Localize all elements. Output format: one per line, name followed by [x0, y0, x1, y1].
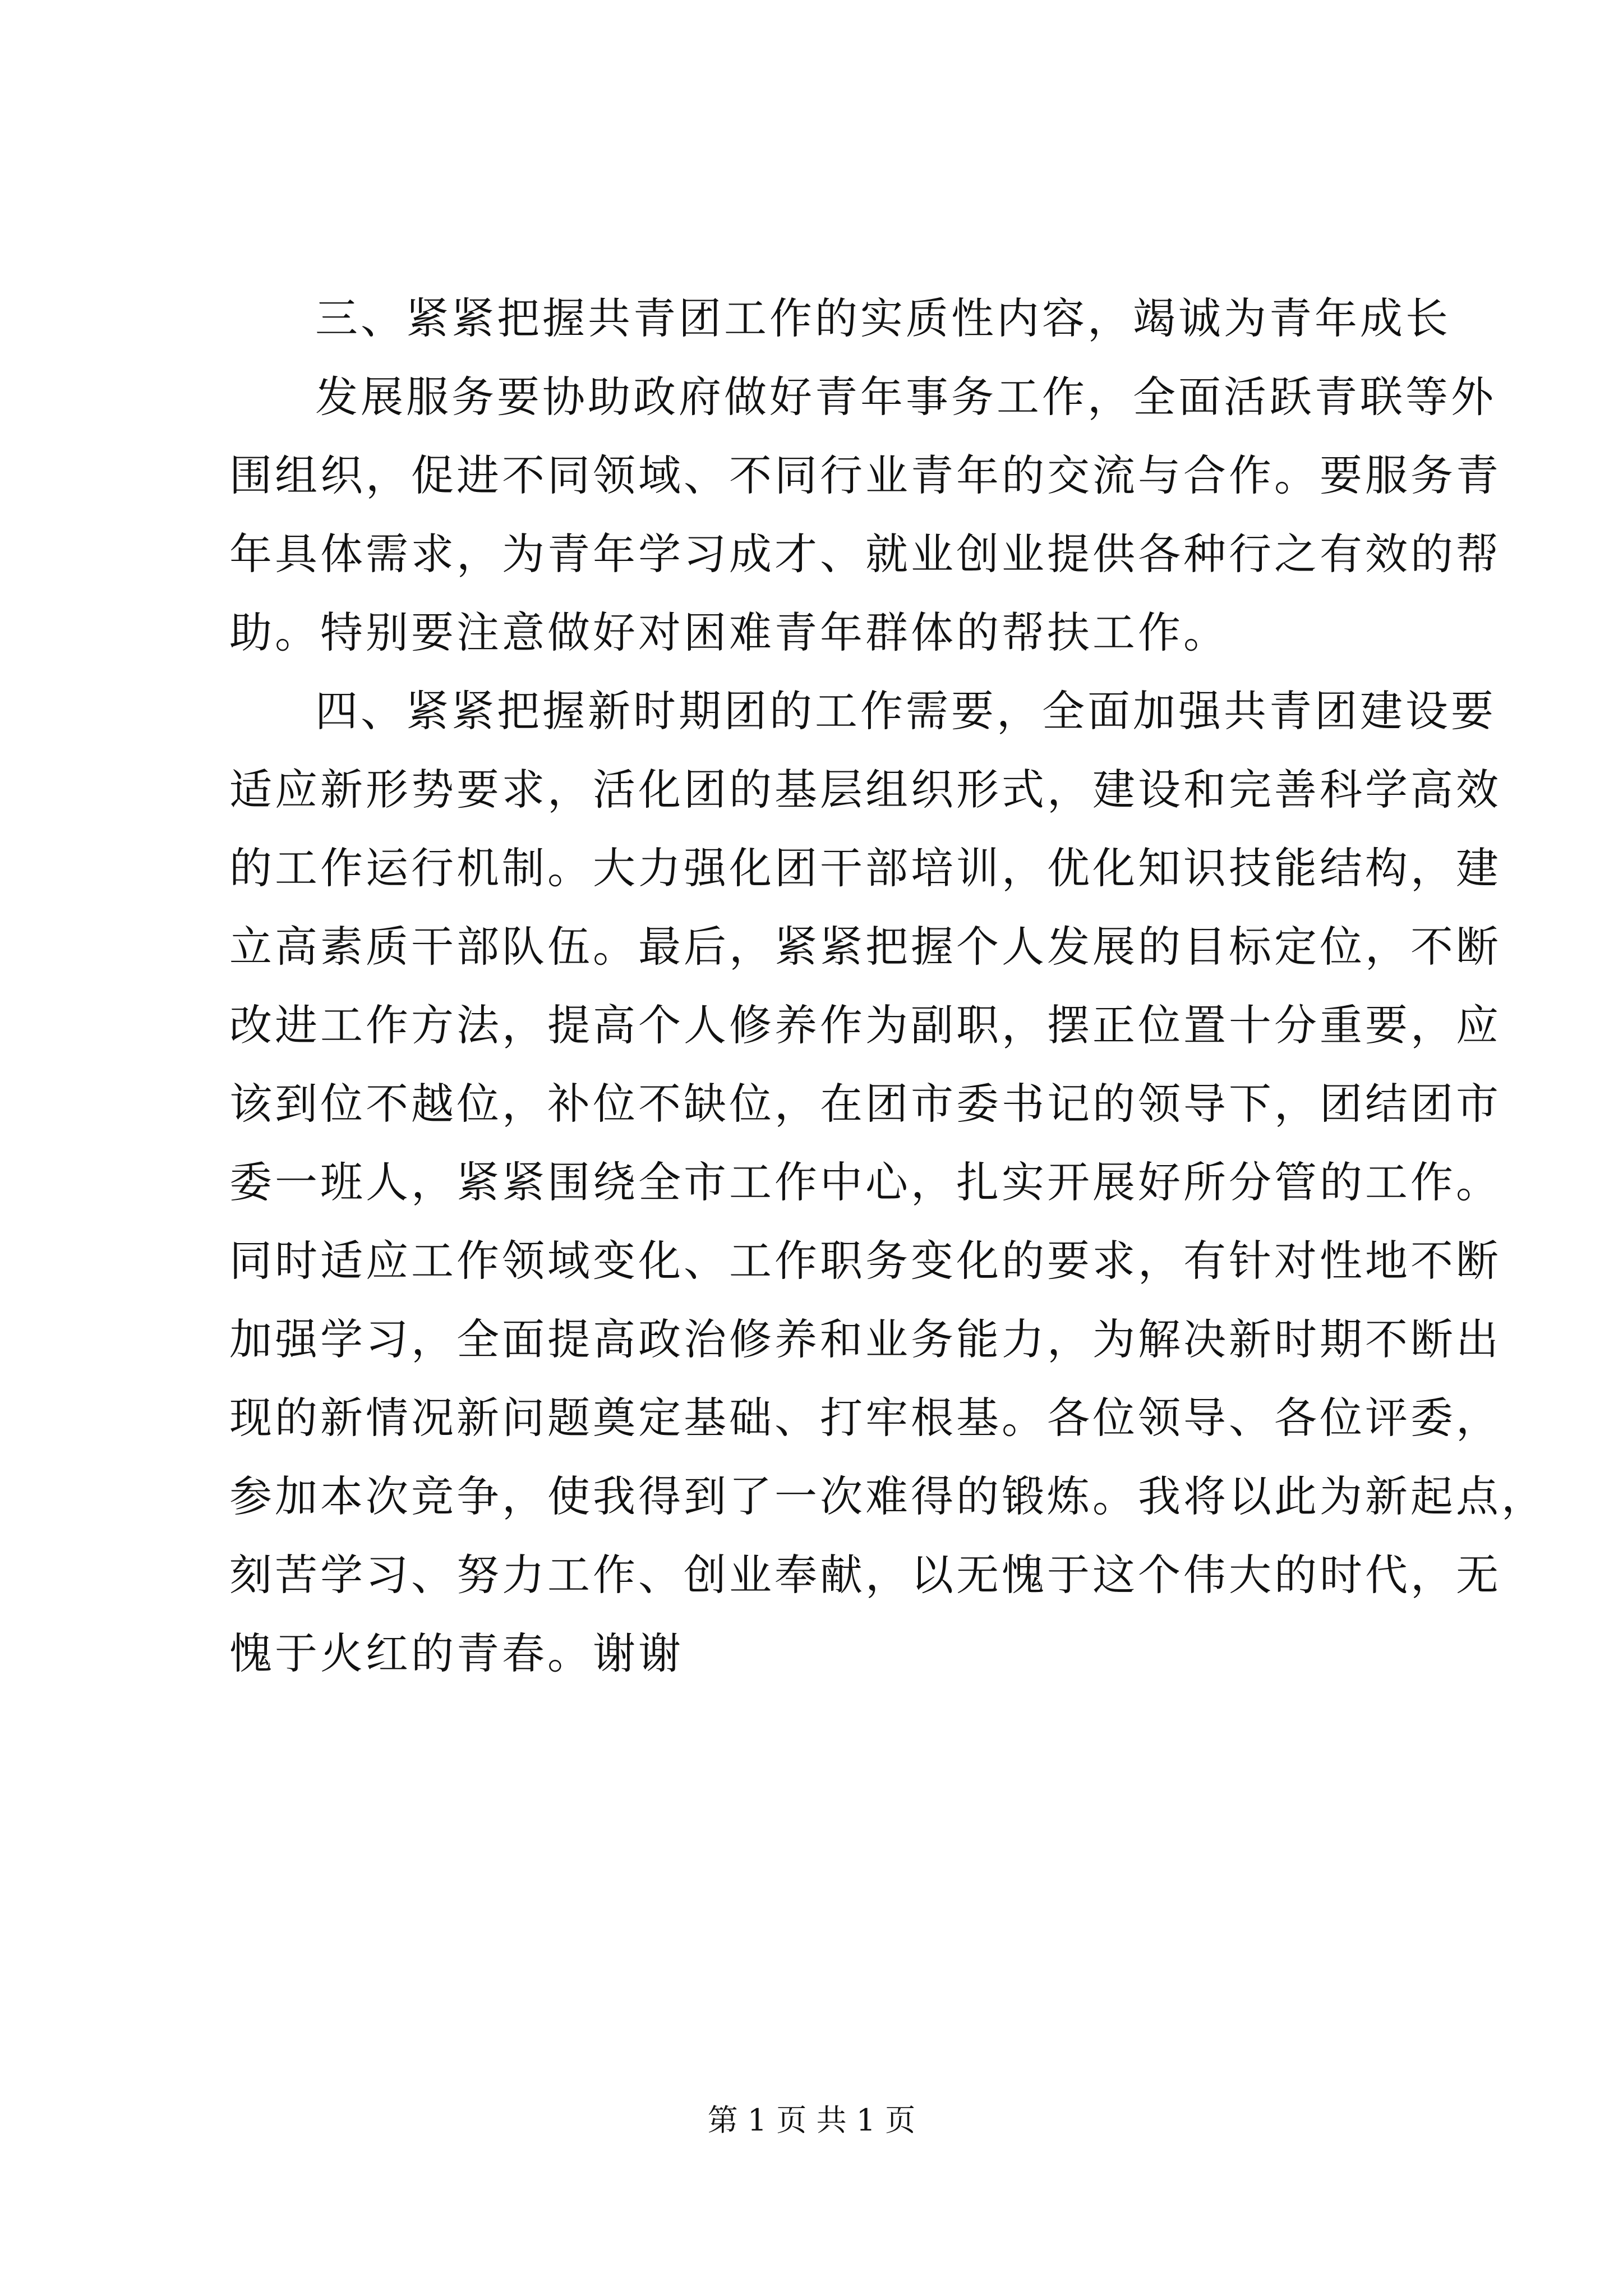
page-number-footer: 第 1 页 共 1 页: [707, 2102, 916, 2138]
paragraph-4-line: 改进工作方法，提高个人修养作为副职，摆正位置十分重要，应: [229, 1000, 1501, 1050]
paragraph-3-line: 年具体需求，为青年学习成才、就业创业提供各种行之有效的帮: [229, 529, 1501, 579]
paragraph-4-line: 参加本次竞争，使我得到了一次难得的锻炼。我将以此为新起点，: [229, 1471, 1547, 1521]
paragraph-3-heading-line: 三、紧紧把握共青团工作的实质性内容，竭诚为青年成长: [315, 293, 1451, 343]
paragraph-4-line: 愧于火红的青春。谢谢: [229, 1628, 684, 1678]
paragraph-4-line: 适应新形势要求，活化团的基层组织形式，建设和完善科学高效: [229, 765, 1501, 815]
paragraph-4-line: 立高素质干部队伍。最后，紧紧把握个人发展的目标定位，不断: [229, 922, 1501, 972]
paragraph-3-line: 助。特别要注意做好对困难青年群体的帮扶工作。: [229, 608, 1229, 657]
paragraph-4-line: 委一班人，紧紧围绕全市工作中心，扎实开展好所分管的工作。: [229, 1157, 1501, 1207]
paragraph-4-line: 刻苦学习、努力工作、创业奉献，以无愧于这个伟大的时代，无: [229, 1550, 1501, 1600]
paragraph-4-heading-line: 四、紧紧把握新时期团的工作需要，全面加强共青团建设要: [315, 686, 1496, 736]
paragraph-4-line: 的工作运行机制。大力强化团干部培训，优化知识技能结构，建: [229, 843, 1501, 893]
paragraph-4-line: 同时适应工作领域变化、工作职务变化的要求，有针对性地不断: [229, 1236, 1501, 1286]
paragraph-4-line: 现的新情况新问题奠定基础、打牢根基。各位领导、各位评委，: [229, 1393, 1501, 1443]
paragraph-3-line: 围组织，促进不同领域、不同行业青年的交流与合作。要服务青: [229, 450, 1501, 500]
paragraph-4-line: 加强学习，全面提高政治修养和业务能力，为解决新时期不断出: [229, 1314, 1501, 1364]
paragraph-4-line: 该到位不越位，补位不缺位，在团市委书记的领导下，团结团市: [229, 1079, 1501, 1129]
paragraph-3-line: 发展服务要协助政府做好青年事务工作，全面活跃青联等外: [315, 372, 1496, 422]
